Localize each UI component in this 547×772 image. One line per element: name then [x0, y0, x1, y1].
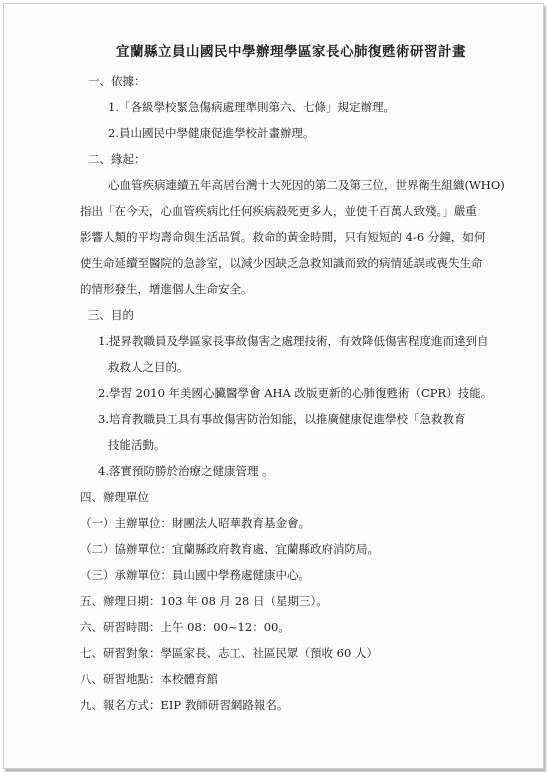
- section-7-audience: 七、研習對象：學區家長、志工、社區民眾（預收 60 人）: [80, 646, 378, 660]
- section-1-item-2: 2.員山國民中學健康促進學校計畫辦理。: [108, 126, 315, 140]
- section-4-heading: 四、辦理單位: [80, 490, 149, 504]
- section-4-item-3: （三）承辦單位：員山國中學務處健康中心。: [80, 568, 310, 582]
- section-2-line-1: 心血管疾病連續五年高居台灣十大死因的第二及第三位，世界衛生組織(WHO): [108, 178, 505, 192]
- section-1-heading: 一、依據：: [88, 74, 146, 88]
- section-9-registration: 九、報名方式：EIP 教師研習網路報名。: [80, 698, 289, 712]
- section-3-heading: 三、目的: [88, 308, 134, 322]
- section-3-line-1: 1.提昇教職員及學區家長事故傷害之處理技術，有效降低傷害程度進而達到自: [98, 334, 489, 348]
- document-title: 宜蘭縣立員山國民中學辦理學區家長心肺復甦術研習計畫: [116, 44, 466, 60]
- section-3-line-3: 2.學習 2010 年美國心臟醫學會 AHA 改版更新的心肺復甦術（CPR）技能。: [98, 386, 493, 400]
- section-2-line-4: 使生命延續至醫院的急診室，以減少因缺乏急救知識而致的病情延誤或喪失生命: [80, 256, 483, 270]
- section-3-line-4: 3.培育教職員工具有事故傷害防治知能，以推廣健康促進學校「急救教育: [98, 412, 466, 426]
- section-3-line-6: 4.落實預防勝於治療之健康管理 。: [98, 464, 274, 478]
- section-2-heading: 二、緣起：: [88, 152, 146, 166]
- section-2-line-5: 的情形發生，增進個人生命安全。: [80, 282, 253, 296]
- section-1-item-1: 1.「各級學校緊急傷病處理準則第六、七條」規定辦理。: [108, 100, 395, 114]
- section-8-location: 八、研習地點：本校體育館: [80, 672, 218, 686]
- document-page: [3, 3, 544, 769]
- section-3-line-5: 技能活動。: [108, 438, 166, 452]
- section-4-item-2: （二）協辦單位：宜蘭縣政府教育處、宜蘭縣政府消防局。: [80, 542, 379, 556]
- section-6-time: 六、研習時間：上午 08：00~12：00。: [80, 620, 290, 634]
- section-3-line-2: 救救人之目的。: [108, 360, 189, 374]
- section-2-line-3: 影響人類的平均壽命與生活品質。救命的黃金時間，只有短短的 4-6 分鐘，如何: [80, 230, 486, 244]
- section-5-date: 五、辦理日期：103 年 08 月 28 日（星期三）。: [80, 594, 328, 608]
- section-4-item-1: （一）主辦單位：財團法人昭華教育基金會。: [80, 516, 310, 530]
- section-2-line-2: 指出「在今天，心血管疾病比任何疾病殺死更多人，並使千百萬人致殘。」嚴重: [80, 204, 477, 218]
